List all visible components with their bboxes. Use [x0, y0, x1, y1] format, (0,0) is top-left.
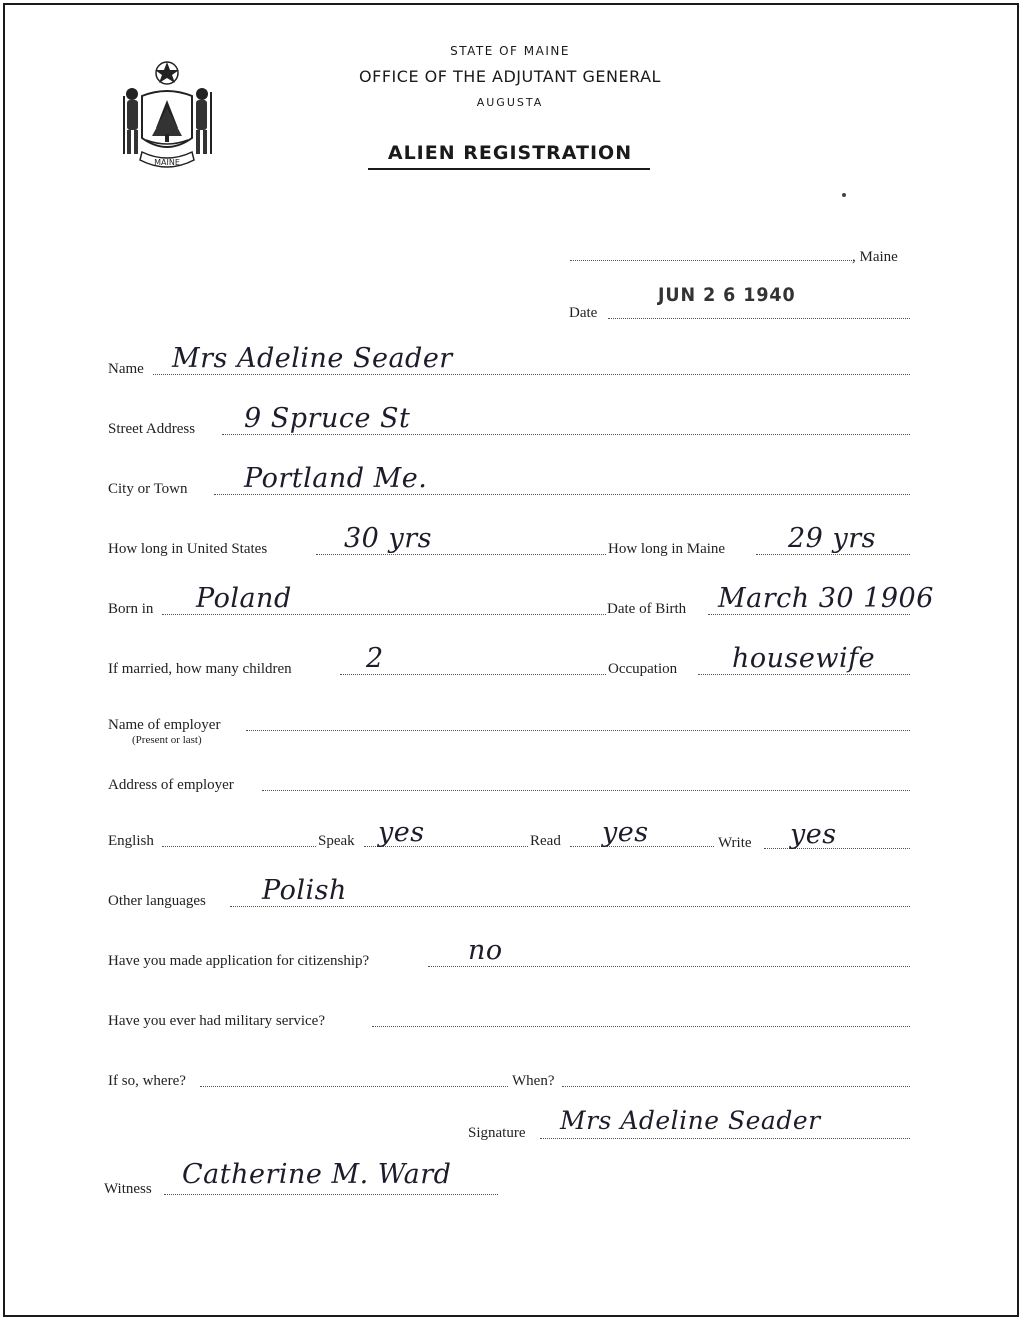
city-value: Portland Me. — [244, 463, 428, 494]
employer-address-label: Address of employer — [108, 777, 234, 793]
street-address-value: 9 Spruce St — [244, 403, 411, 434]
occupation-value: housewife — [732, 643, 876, 674]
born-in-value: Poland — [196, 583, 292, 614]
military-field[interactable] — [372, 1026, 910, 1027]
witness-label: Witness — [104, 1181, 152, 1197]
where-field[interactable] — [200, 1086, 508, 1087]
witness-value: Catherine M. Ward — [182, 1159, 452, 1190]
write-value: yes — [790, 819, 837, 850]
employer-name-field[interactable] — [246, 730, 910, 731]
us-duration-field[interactable] — [316, 554, 606, 555]
state-heading: STATE OF MAINE — [450, 44, 570, 58]
name-field[interactable] — [153, 374, 910, 375]
children-label: If married, how many children — [108, 661, 292, 677]
other-languages-label: Other languages — [108, 893, 206, 909]
maine-duration-value: 29 yrs — [788, 523, 876, 554]
date-label: Date — [569, 305, 598, 321]
citizenship-label: Have you made application for citizenship? — [108, 953, 370, 969]
maine-seal — [112, 56, 222, 180]
maine-duration-label: How long in Maine — [608, 541, 726, 557]
military-label: Have you ever had military service? — [108, 1013, 325, 1029]
read-label: Read — [530, 833, 561, 849]
write-field[interactable] — [764, 848, 910, 849]
occupation-field[interactable] — [698, 674, 910, 675]
speak-label: Speak — [318, 833, 355, 849]
signature-label: Signature — [468, 1125, 526, 1141]
english-leader — [162, 846, 316, 847]
born-in-label: Born in — [108, 601, 154, 617]
witness-field[interactable] — [164, 1194, 498, 1195]
maine-duration-field[interactable] — [756, 554, 910, 555]
seal-banner-text: MAINE — [154, 158, 180, 167]
form-title: ALIEN REGISTRATION — [387, 142, 633, 164]
born-in-field[interactable] — [162, 614, 606, 615]
children-value: 2 — [366, 643, 384, 674]
office-heading: OFFICE OF THE ADJUTANT GENERAL — [359, 67, 661, 86]
date-of-birth-field[interactable] — [708, 614, 910, 615]
occupation-label: Occupation — [608, 661, 678, 677]
employer-name-sublabel: (Present or last) — [132, 734, 202, 746]
when-field[interactable] — [562, 1086, 910, 1087]
name-value: Mrs Adeline Seader — [172, 343, 453, 374]
where-label: If so, where? — [108, 1073, 186, 1089]
city-label: City or Town — [108, 481, 188, 497]
ink-speck — [842, 193, 846, 197]
citizenship-field[interactable] — [428, 966, 910, 967]
speak-value: yes — [378, 817, 425, 848]
name-label: Name — [108, 361, 144, 377]
street-address-label: Street Address — [108, 421, 196, 437]
date-field[interactable] — [608, 318, 910, 319]
city-heading: AUGUSTA — [476, 96, 544, 109]
other-languages-field[interactable] — [230, 906, 910, 907]
title-underline — [368, 168, 650, 170]
employer-address-field[interactable] — [262, 790, 910, 791]
us-duration-label: How long in United States — [108, 541, 268, 557]
citizenship-value: no — [468, 935, 503, 966]
children-field[interactable] — [340, 674, 606, 675]
date-of-birth-label: Date of Birth — [607, 601, 687, 617]
us-duration-value: 30 yrs — [344, 523, 432, 554]
signature-value: Mrs Adeline Seader — [560, 1106, 821, 1135]
place-field[interactable] — [570, 260, 854, 261]
signature-field[interactable] — [540, 1138, 910, 1139]
date-of-birth-value: March 30 1906 — [718, 583, 934, 614]
maine-suffix-label: , Maine — [852, 249, 898, 265]
date-stamp: JUN 2 6 1940 — [658, 284, 796, 306]
employer-name-label: Name of employer — [108, 717, 221, 733]
city-field[interactable] — [214, 494, 910, 495]
read-value: yes — [602, 817, 649, 848]
street-address-field[interactable] — [222, 434, 910, 435]
write-label: Write — [718, 835, 752, 851]
other-languages-value: Polish — [262, 875, 347, 906]
english-label: English — [108, 833, 154, 849]
when-label: When? — [512, 1073, 555, 1089]
